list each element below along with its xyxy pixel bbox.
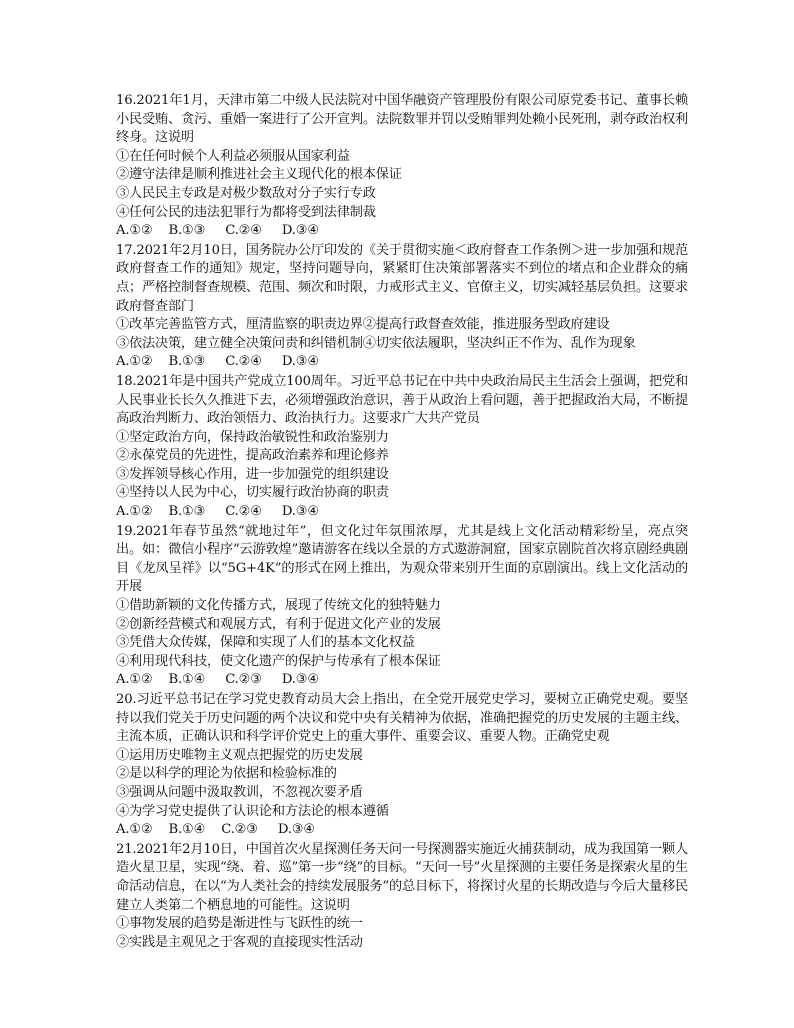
question-21 [116, 841, 688, 953]
answer-choices: A.①② B.①④ C.②③ D.③④ [116, 822, 315, 838]
question-stem: 17.2021年2月10日，国务院办公厅印发的《关于贯彻实施＜政府督查工作条例＞进一步加强和规范政府督查工作的通知》规定，坚持问题导向，紧紧盯住决策部署落实不到位的堵点和企业群众的痛点；严格控制督查规模、范围、频次和时限，力戒形式主义、官僚主义，切实减轻基层负担。这要求政府督查部门 [116, 242, 688, 314]
question-stem: 16.2021年1月，天津市第二中级人民法院对中国华融资产管理股份有限公司原党委书记、董事长赖小民受贿、贪污、重婚一案进行了公开宣判。法院数罪并罚以受贿罪判处赖小民死刑，剥夺政治权利终身。这说明 [116, 93, 688, 146]
question-stem: 18.2021年是中国共产党成立100周年。习近平总书记在中共中央政治局民主生活会上强调，把党和人民事业长长久久推进下去，必须增强政治意识，善于从政治上看问题，善于把握政治大局，不断提高政治判断力、政治领悟力、政治执行力。这要求广大共产党员 [116, 373, 688, 427]
option: ④利用现代科技，使文化遗产的保护与传承有了根本保证 [116, 653, 441, 669]
option: ④任何公民的违法犯罪行为都将受到法律制裁 [116, 204, 376, 220]
option: ①事物发展的趋势是渐进性与飞跃性的统一 [116, 916, 363, 932]
answer-choices: A.①② B.①③ C.②④ D.③④ [116, 223, 319, 239]
question-17 [116, 242, 688, 372]
option: ④为学习党史提供了认识论和方法论的根本遵循 [116, 803, 389, 819]
answer-choices: A.①② B.①③ C.②④ D.③④ [116, 504, 319, 520]
option: ②永葆党员的先进性，提高政治素养和理论修养 [116, 448, 389, 464]
option: ③依法决策，建立健全决策问责和纠错机制④切实依法履职，坚决纠正不作为、乱作为现象 [116, 335, 636, 351]
option: ②是以科学的理论为依据和检验标准的 [116, 766, 337, 782]
question-16 [116, 92, 688, 241]
question-19 [116, 523, 688, 690]
option: ③凭借大众传媒，保障和实现了人们的基本文化权益 [116, 635, 415, 651]
exam-page [116, 92, 688, 953]
question-18 [116, 373, 688, 522]
question-stem: 21.2021年2月10日，中国首次火星探测任务天问一号探测器实施近火捕获制动，成为我国第一颗人造火星卫星，实现“绕、着、巡”第一步“绕”的目标。“天问一号”火星探测的主要任务是探索火星的生命活动信息，在以“为人类社会的持续发展服务”的总目标下，将探讨火星的长期改造与今后大量移民建立人类第二个栖息地的可能性。这说明 [116, 841, 688, 913]
option: ①改革完善监管方式，厘清监察的职责边界②提高行政督查效能，推进服务型政府建设 [116, 317, 610, 333]
question-stem: 20.习近平总书记在学习党史教育动员大会上指出，在全党开展党史学习，要树立正确党史观。要坚持以我们党关于历史问题的两个决议和党中央有关精神为依据，准确把握党的历史发展的主题主线、主流本质，正确认识和科学评价党史上的重大事件、重要会议、重要人物。正确党史观 [116, 692, 688, 745]
question-stem: 19.2021年春节虽然“就地过年”，但文化过年氛围浓厚，尤其是线上文化活动精彩纷呈，亮点突出。如：微信小程序“云游敦煌”邀请游客在线以全景的方式遨游洞窟，国家京剧院首次将京剧经典剧目《龙凤呈祥》以“5G+4K”的形式在网上推出，为观众带来别开生面的京剧演出。线上文化活动的开展 [116, 523, 688, 595]
answer-choices: A.①② B.①③ C.②④ D.③④ [116, 354, 319, 370]
option: ②创新经营模式和观展方式，有利于促进文化产业的发展 [116, 616, 441, 632]
option: ①坚定政治方向，保持政治敏锐性和政治鉴别力 [116, 429, 389, 445]
option: ③强调从问题中汲取教训，不忽视次要矛盾 [116, 784, 363, 800]
option: ②实践是主观见之于客观的直接现实性活动 [116, 934, 363, 950]
question-20 [116, 691, 688, 840]
option: ①运用历史唯物主义观点把握党的历史发展 [116, 747, 363, 763]
option: ①在任何时候个人利益必须服从国家利益 [116, 148, 350, 164]
option: ①借助新颖的文化传播方式，展现了传统文化的独特魅力 [116, 598, 441, 614]
option: ③发挥领导核心作用，进一步加强党的组织建设 [116, 466, 389, 482]
answer-choices: A.①② B.①④ C.②③ D.③④ [116, 672, 319, 688]
option: ②遵守法律是顺利推进社会主义现代化的根本保证 [116, 167, 402, 183]
option: ④坚持以人民为中心，切实履行政治协商的职责 [116, 485, 389, 501]
option: ③人民民主专政是对极少数敌对分子实行专政 [116, 185, 376, 201]
